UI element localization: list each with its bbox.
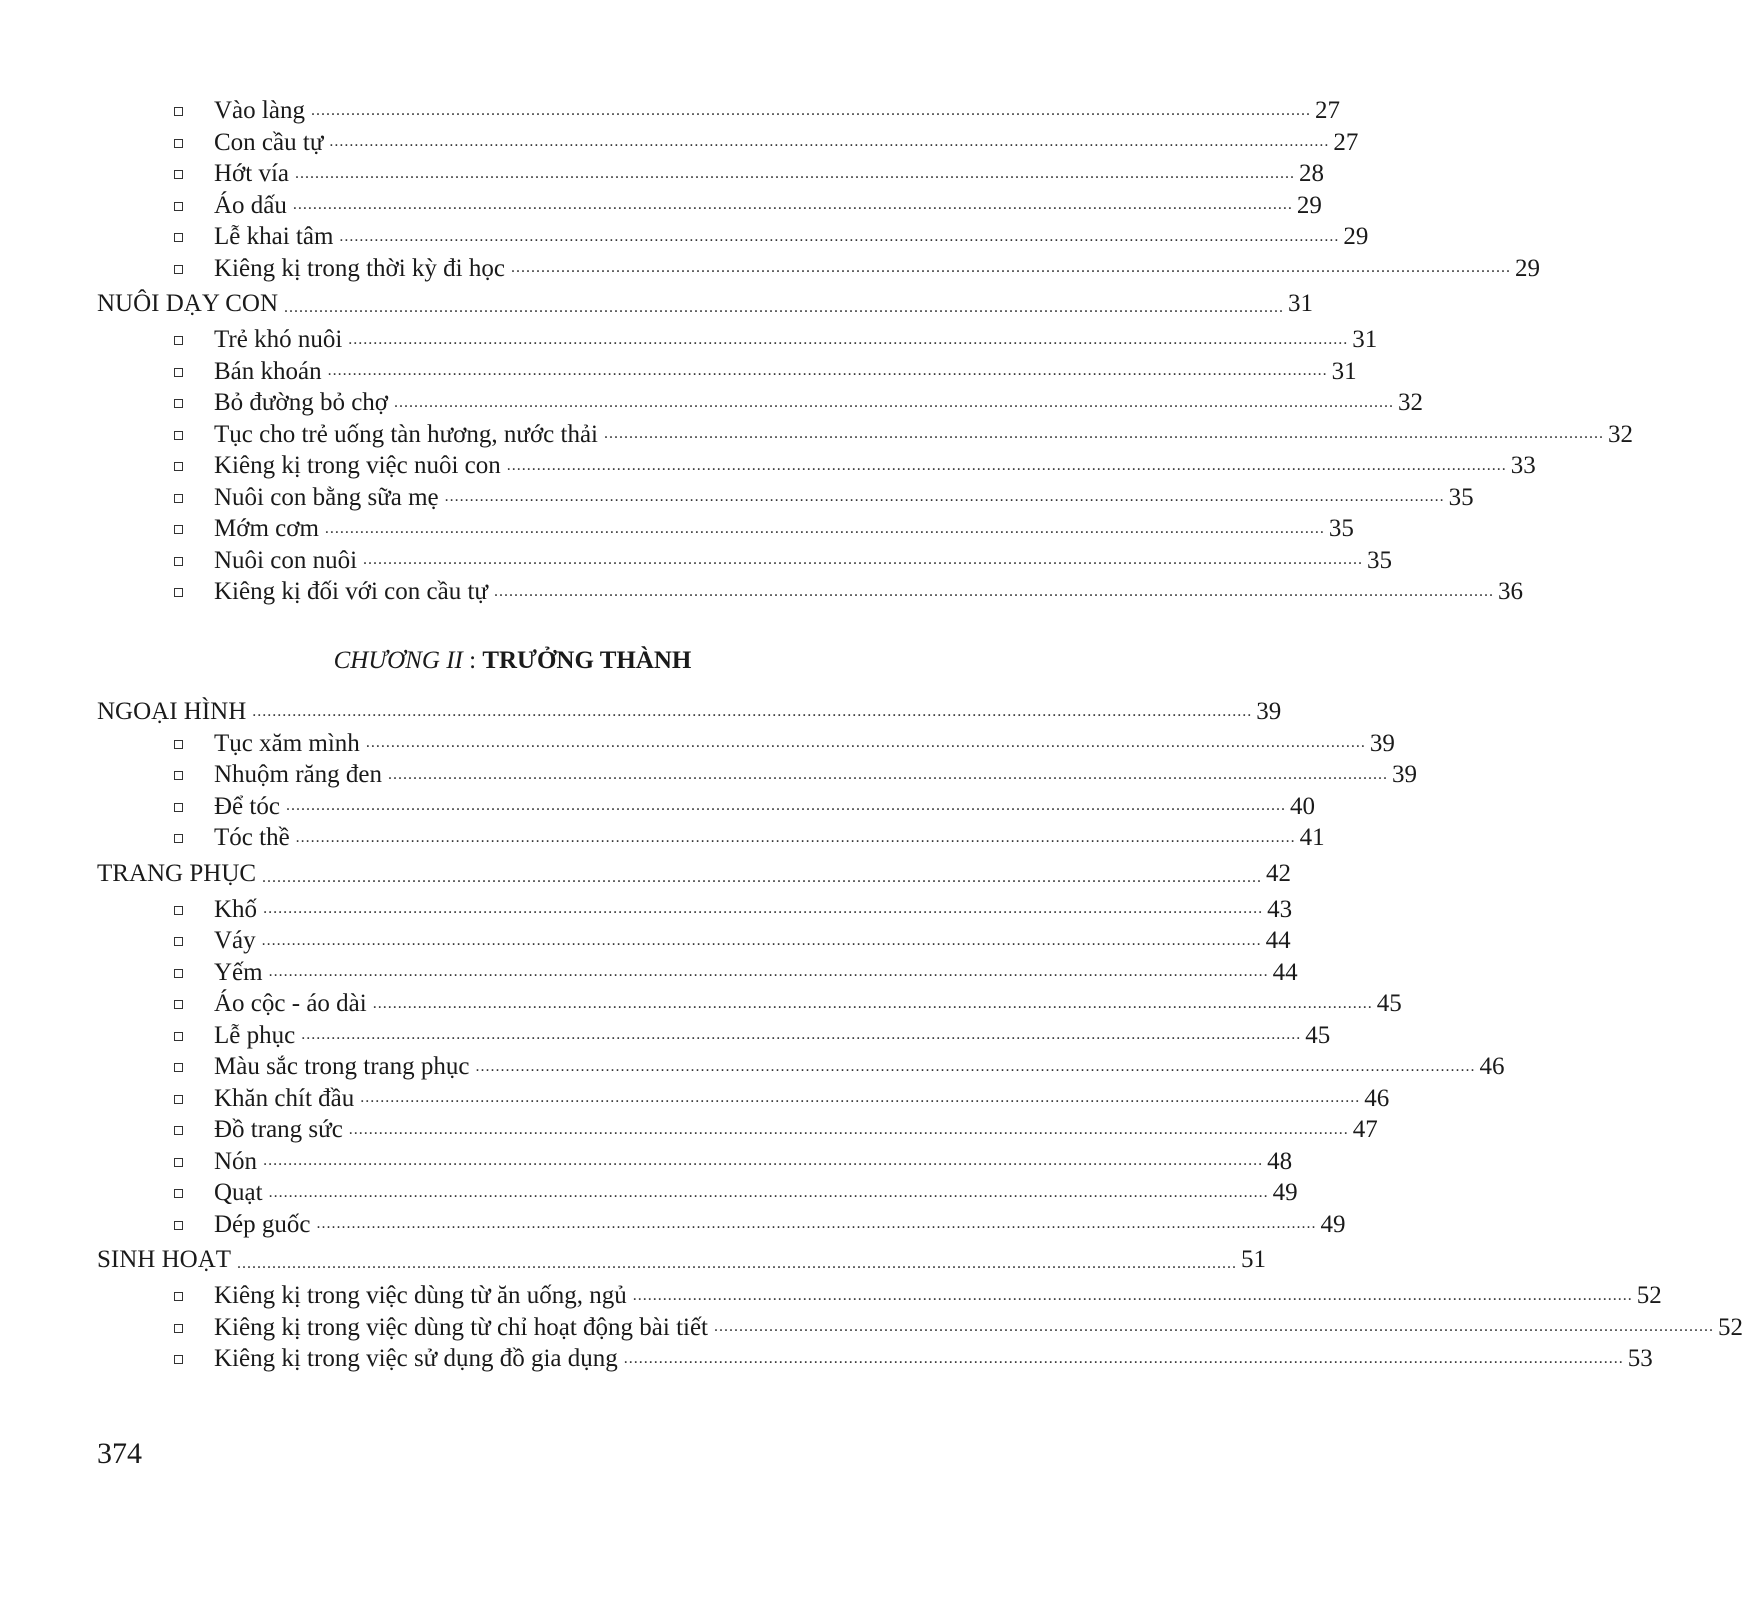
dot-leader: ........................................................................................................................................................................................................: [261, 931, 1262, 949]
toc-entry-page-number: 39: [1392, 761, 1418, 788]
square-bullet-icon: [174, 1126, 183, 1135]
toc-entry-page-number: 36: [1497, 578, 1523, 605]
dot-leader: ........................................................................................................................................................................................................: [604, 425, 1604, 442]
square-bullet-icon: [174, 202, 183, 211]
toc-entry-page-number: 29: [1296, 191, 1322, 219]
dot-leader: ........................................................................................................................................................................................................: [623, 1349, 1624, 1367]
toc-entry-page-number: 28: [1299, 160, 1325, 187]
square-bullet-icon: [174, 906, 183, 915]
toc-entry-page-number: 29: [1514, 254, 1540, 282]
toc-entry-label: Tục cho trẻ uống tàn hương, nước thải: [214, 420, 598, 448]
square-bullet-icon: [174, 525, 183, 534]
dot-leader: ........................................................................................................................................................................................................: [444, 488, 1445, 505]
toc-item-entry: [97, 894, 1293, 926]
dot-leader: ........................................................................................................................................................................................................: [252, 702, 1253, 720]
dot-leader: ........................................................................................................................................................................................................: [295, 828, 1296, 846]
toc-item-entry: [97, 925, 1291, 957]
dot-leader: ........................................................................................................................................................................................................: [360, 1089, 1361, 1106]
dot-leader: ........................................................................................................................................................................................................: [301, 1026, 1302, 1043]
dot-leader: ........................................................................................................................................................................................................: [316, 1215, 1317, 1232]
toc-entry-page-number: 41: [1299, 824, 1325, 851]
toc-entry-label: Màu sắc trong trang phục: [214, 1053, 470, 1080]
dot-leader: ........................................................................................................................................................................................................: [268, 963, 1269, 980]
toc-item-entry: [97, 1020, 1331, 1052]
toc-entry-page-number: 45: [1305, 1021, 1331, 1049]
toc-item-entry: [97, 1051, 1505, 1083]
dot-leader: ........................................................................................................................................................................................................: [632, 1286, 1633, 1304]
toc-entry-label: Quạt: [214, 1179, 263, 1206]
chapter-heading: [0, 645, 1025, 677]
toc-item-entry: [97, 957, 1298, 989]
dot-leader: ........................................................................................................................................................................................................: [324, 519, 1325, 537]
dot-leader: ........................................................................................................................................................................................................: [510, 259, 1511, 276]
toc-entry-page-number: 35: [1328, 515, 1354, 542]
square-bullet-icon: [174, 937, 183, 946]
toc-entry-label: Vào làng: [214, 97, 305, 124]
toc-entry-label: Áo cộc - áo dài: [214, 990, 367, 1017]
toc-item-entry: [97, 1114, 1378, 1146]
toc-entry-page-number: 27: [1333, 128, 1359, 156]
toc-entry-page-number: 39: [1256, 698, 1282, 725]
toc-entry-page-number: 49: [1272, 1179, 1298, 1206]
toc-item-entry: [97, 1146, 1293, 1178]
toc-entry-page-number: 45: [1376, 990, 1402, 1017]
chapter-label: CHƯƠNG II: [333, 647, 463, 674]
toc-item-entry: [97, 450, 1536, 482]
toc-entry-label: Nhuộm răng đen: [214, 761, 383, 788]
dot-leader: ........................................................................................................................................................................................................: [329, 133, 1330, 150]
dot-leader: ........................................................................................................................................................................................................: [394, 393, 1395, 411]
toc-entry-page-number: 31: [1352, 326, 1378, 353]
toc-entry-label: NGOẠI HÌNH: [97, 698, 247, 725]
square-bullet-icon: [174, 588, 183, 597]
square-bullet-icon: [174, 1095, 183, 1104]
dot-leader: ........................................................................................................................................................................................................: [327, 362, 1328, 379]
dot-leader: ........................................................................................................................................................................................................: [310, 101, 1311, 119]
dot-leader: ........................................................................................................................................................................................................: [263, 900, 1264, 917]
toc-entry-page-number: 32: [1608, 420, 1633, 448]
toc-item-entry: [97, 728, 1395, 760]
toc-item-entry: [97, 356, 1357, 388]
toc-item-entry: [97, 988, 1402, 1020]
toc-entry-label: Kiêng kị đối với con cầu tự: [214, 578, 488, 605]
toc-item-entry: [97, 190, 1322, 222]
toc-entry-page-number: 31: [1288, 290, 1314, 317]
toc-entry-label: Áo dấu: [214, 191, 287, 219]
toc-entry-page-number: 44: [1272, 958, 1298, 986]
toc-entry-page-number: 51: [1241, 1246, 1267, 1273]
toc-entry-label: NUÔI DẠY CON: [97, 290, 279, 317]
square-bullet-icon: [174, 494, 183, 503]
toc-entry-label: Lễ khai tâm: [214, 223, 334, 250]
chapter-title: TRƯỞNG THÀNH: [482, 647, 692, 674]
toc-entry-page-number: 49: [1320, 1210, 1346, 1238]
toc-item-entry: [97, 95, 1340, 127]
toc-item-entry: [97, 545, 1393, 577]
toc-entry-page-number: 47: [1352, 1116, 1378, 1143]
toc-entry-label: Bỏ đường bỏ chợ: [214, 389, 389, 416]
dot-leader: ........................................................................................................................................................................................................: [262, 868, 1263, 886]
toc-item-entry: [97, 387, 1424, 419]
toc-item-entry: [97, 324, 1378, 356]
toc-entry-page-number: 40: [1289, 792, 1315, 820]
toc-item-entry: [97, 1343, 1653, 1375]
dot-leader: ........................................................................................................................................................................................................: [263, 1152, 1264, 1169]
toc-item-entry: [97, 1280, 1662, 1312]
dot-leader: ........................................................................................................................................................................................................: [714, 1318, 1715, 1335]
dot-leader: ........................................................................................................................................................................................................: [363, 551, 1364, 568]
toc-item-entry: [97, 482, 1474, 514]
toc-item-entry: [97, 759, 1418, 791]
toc-entry-page-number: 52: [1718, 1313, 1743, 1341]
dot-leader: ........................................................................................................................................................................................................: [348, 1120, 1349, 1138]
square-bullet-icon: [174, 1189, 183, 1198]
toc-entry-label: Nuôi con bằng sữa mẹ: [214, 483, 439, 511]
square-bullet-icon: [174, 771, 183, 780]
toc-entry-page-number: 46: [1479, 1053, 1505, 1080]
dot-leader: ........................................................................................................................................................................................................: [506, 456, 1507, 474]
toc-item-entry: [97, 158, 1325, 190]
toc-entry-label: TRANG PHỤC: [97, 859, 257, 887]
toc-entry-page-number: 46: [1364, 1084, 1390, 1112]
toc-section-entry: [97, 284, 1314, 324]
toc-entry-label: Tóc thề: [214, 824, 290, 851]
toc-item-entry: [97, 419, 1633, 451]
dot-leader: ........................................................................................................................................................................................................: [388, 765, 1389, 783]
square-bullet-icon: [174, 265, 183, 274]
dot-leader: ........................................................................................................................................................................................................: [295, 164, 1296, 182]
square-bullet-icon: [174, 1221, 183, 1230]
dot-leader: ........................................................................................................................................................................................................: [348, 330, 1349, 348]
toc-entry-label: Yếm: [214, 958, 263, 986]
dot-leader: ........................................................................................................................................................................................................: [285, 797, 1286, 814]
dot-leader: ........................................................................................................................................................................................................: [493, 582, 1494, 600]
toc-section-entry: [97, 696, 1282, 728]
toc-entry-page-number: 32: [1398, 389, 1424, 416]
toc-entry-label: Nón: [214, 1147, 258, 1175]
toc-entry-label: Lễ phục: [214, 1021, 296, 1049]
toc-entry-page-number: 35: [1448, 483, 1474, 511]
toc-entry-page-number: 48: [1267, 1147, 1293, 1175]
toc-item-entry: [97, 822, 1325, 854]
square-bullet-icon: [174, 1000, 183, 1009]
square-bullet-icon: [174, 107, 183, 116]
square-bullet-icon: [174, 462, 183, 471]
toc-item-entry: [97, 221, 1369, 253]
square-bullet-icon: [174, 233, 183, 242]
toc-item-entry: [97, 127, 1359, 159]
toc-entry-label: Khăn chít đầu: [214, 1084, 355, 1112]
toc-item-entry: [97, 1177, 1298, 1209]
toc-entry-label: Mớm cơm: [214, 515, 319, 542]
square-bullet-icon: [174, 557, 183, 566]
toc-entry-label: Kiêng kị trong việc dùng từ chỉ hoạt động bài tiết: [214, 1313, 709, 1341]
toc-entry-page-number: 33: [1510, 452, 1536, 479]
toc-entry-label: Để tóc: [214, 792, 280, 820]
toc-entry-page-number: 53: [1627, 1345, 1653, 1372]
square-bullet-icon: [174, 834, 183, 843]
square-bullet-icon: [174, 1324, 183, 1333]
toc-entry-page-number: 44: [1265, 927, 1291, 954]
square-bullet-icon: [174, 368, 183, 377]
dot-leader: ........................................................................................................................................................................................................: [365, 734, 1366, 751]
toc-entry-page-number: 52: [1636, 1282, 1662, 1309]
toc-entry-label: Kiêng kị trong việc dùng từ ăn uống, ngủ: [214, 1282, 627, 1309]
toc-entry-label: Trẻ khó nuôi: [214, 326, 343, 353]
toc-entry-page-number: 27: [1314, 97, 1340, 124]
square-bullet-icon: [174, 431, 183, 440]
toc-entry-label: Con cầu tự: [214, 128, 324, 156]
toc-entry-page-number: 42: [1266, 859, 1292, 887]
square-bullet-icon: [174, 336, 183, 345]
toc-entry-label: Kiêng kị trong việc nuôi con: [214, 452, 501, 479]
toc-entry-label: Bán khoán: [214, 357, 322, 385]
square-bullet-icon: [174, 969, 183, 978]
square-bullet-icon: [174, 740, 183, 749]
square-bullet-icon: [174, 1032, 183, 1041]
toc-item-entry: [97, 576, 1523, 608]
toc-entry-label: Nuôi con nuôi: [214, 546, 358, 574]
dot-leader: ........................................................................................................................................................................................................: [268, 1183, 1269, 1201]
toc-item-entry: [97, 253, 1540, 285]
dot-leader: ........................................................................................................................................................................................................: [475, 1057, 1476, 1075]
toc-entry-label: Kiêng kị trong thời kỳ đi học: [214, 254, 505, 282]
toc-entry-page-number: 29: [1343, 223, 1369, 250]
square-bullet-icon: [174, 170, 183, 179]
toc-entry-page-number: 35: [1367, 546, 1393, 574]
toc-entry-page-number: 39: [1369, 729, 1395, 757]
toc-entry-label: Đồ trang sức: [214, 1116, 343, 1143]
toc-entry-label: Khố: [214, 895, 258, 923]
toc-entry-label: SINH HOẠT: [97, 1246, 232, 1273]
toc-block-chapter-2: [97, 696, 1743, 1375]
dot-leader: ........................................................................................................................................................................................................: [292, 196, 1293, 213]
square-bullet-icon: [174, 1355, 183, 1364]
toc-entry-label: Váy: [214, 927, 256, 954]
square-bullet-icon: [174, 1158, 183, 1167]
square-bullet-icon: [174, 803, 183, 812]
toc-item-entry: [97, 1083, 1390, 1115]
toc-item-entry: [97, 513, 1354, 545]
toc-item-entry: [97, 1312, 1743, 1344]
toc-section-entry: [97, 854, 1292, 894]
toc-item-entry: [97, 1209, 1346, 1241]
toc-entry-page-number: 43: [1267, 895, 1293, 923]
dot-leader: ........................................................................................................................................................................................................: [237, 1255, 1238, 1272]
square-bullet-icon: [174, 1063, 183, 1072]
toc-entry-page-number: 31: [1331, 357, 1357, 385]
toc-section-entry: [97, 1240, 1267, 1280]
chapter-separator: :: [462, 647, 483, 674]
toc-block-chapter-1-end: [97, 95, 1633, 608]
square-bullet-icon: [174, 139, 183, 148]
toc-entry-label: Dép guốc: [214, 1210, 311, 1238]
toc-entry-label: Tục xăm mình: [214, 729, 360, 757]
square-bullet-icon: [174, 1292, 183, 1301]
page-number-folio: 374: [97, 1437, 142, 1470]
toc-item-entry: [97, 791, 1315, 823]
dot-leader: ........................................................................................................................................................................................................: [339, 227, 1340, 245]
toc-entry-label: Hớt vía: [214, 160, 290, 187]
toc-entry-label: Kiêng kị trong việc sử dụng đồ gia dụng: [214, 1345, 618, 1372]
dot-leader: ........................................................................................................................................................................................................: [284, 299, 1285, 316]
dot-leader: ........................................................................................................................................................................................................: [372, 994, 1373, 1012]
square-bullet-icon: [174, 399, 183, 408]
